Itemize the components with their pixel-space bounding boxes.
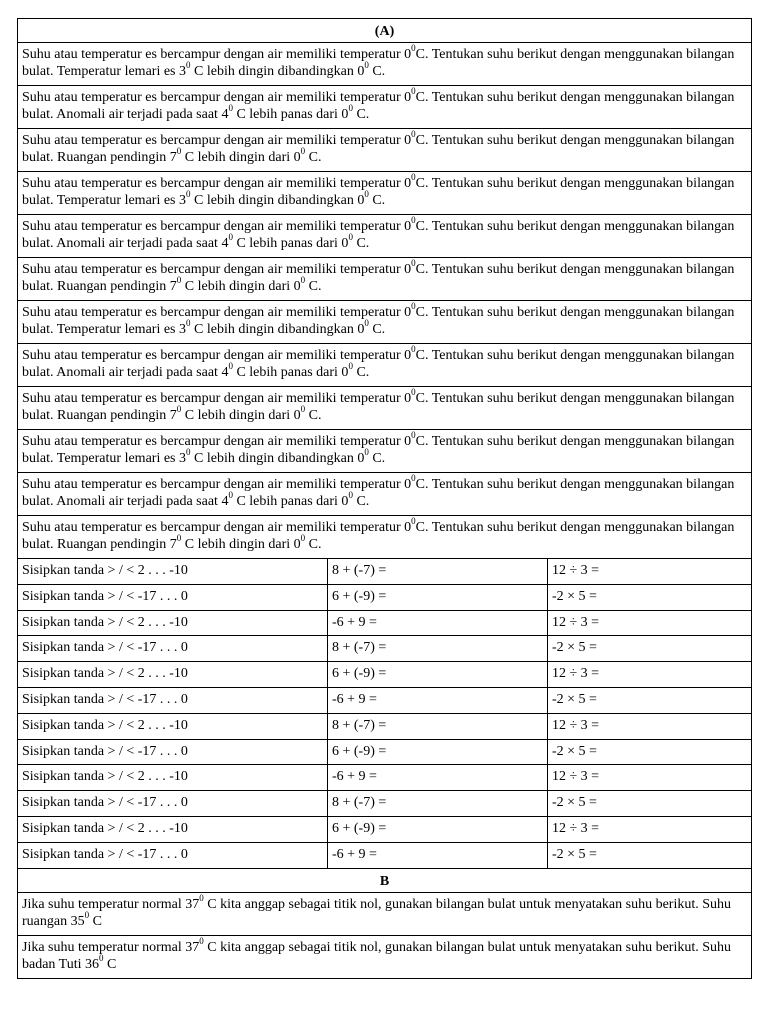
addition-exercise: -6 + 9 =: [328, 610, 548, 636]
question-text-mid: C lebih panas dari 0: [236, 365, 349, 380]
question-intro: Suhu atau temperatur es bercampur dengan air memiliki temperatur 0: [22, 47, 412, 62]
question-instruction: C. Tentukan suhu berikut dengan menggunakan bilangan bulat.: [22, 391, 735, 423]
compare-exercise: Sisipkan tanda > / < -17 . . . 0: [18, 687, 328, 713]
question-intro: Suhu atau temperatur es bercampur dengan air memiliki temperatur 0: [22, 305, 412, 320]
section-a-question: [18, 387, 752, 430]
question-text: Anomali air terjadi pada saat 4: [56, 365, 229, 380]
multiply-divide-exercise: -2 × 5 =: [548, 636, 752, 662]
degree-superscript: 0: [411, 43, 416, 54]
section-b-question: [18, 892, 752, 935]
section-a-row: [18, 387, 752, 430]
addition-exercise: 8 + (-7) =: [328, 559, 548, 585]
section-a-row: [18, 86, 752, 129]
question-text: Ruangan pendingin 7: [57, 408, 177, 423]
question-text-mid: C lebih dingin dari 0: [184, 537, 301, 552]
exercise-row: [18, 765, 752, 791]
degree-superscript: 0: [199, 935, 204, 946]
question-intro: Suhu atau temperatur es bercampur dengan air memiliki temperatur 0: [22, 391, 412, 406]
question-text: Suhu ruangan 35: [22, 896, 732, 929]
question-text: Temperatur lemari es 3: [56, 451, 186, 466]
question-intro: Suhu atau temperatur es bercampur dengan air memiliki temperatur 0: [22, 133, 412, 148]
exercise-row: [18, 584, 752, 610]
section-a-question: [18, 430, 752, 473]
degree-superscript: 0: [411, 344, 416, 355]
exercise-row: [18, 842, 752, 868]
section-a-question: [18, 258, 752, 301]
degree-superscript: 0: [411, 172, 416, 183]
compare-exercise: Sisipkan tanda > / < 2 . . . -10: [18, 559, 328, 585]
multiply-divide-exercise: 12 ÷ 3 =: [548, 662, 752, 688]
degree-superscript: 0: [411, 258, 416, 269]
section-a-row: [18, 215, 752, 258]
question-text-mid: C lebih dingin dari 0: [184, 150, 301, 165]
question-intro: Suhu atau temperatur es bercampur dengan air memiliki temperatur 0: [22, 477, 412, 492]
question-intro: Jika suhu temperatur normal 37: [22, 896, 200, 912]
exercise-row: [18, 662, 752, 688]
addition-exercise: 6 + (-9) =: [328, 584, 548, 610]
question-text-mid: C lebih dingin dari 0: [184, 279, 301, 294]
worksheet: [17, 18, 751, 979]
degree-superscript: 0: [228, 232, 233, 243]
question-instruction: C kita anggap sebagai titik nol, gunakan bilangan bulat untuk menyatakan suhu berikut.: [207, 939, 703, 955]
question-intro: Suhu atau temperatur es bercampur dengan air memiliki temperatur 0: [22, 262, 412, 277]
question-text-mid: C lebih dingin dibandingkan 0: [194, 64, 365, 79]
question-text: Anomali air terjadi pada saat 4: [56, 494, 229, 509]
degree-superscript: 0: [364, 60, 369, 71]
section-a-row: [18, 258, 752, 301]
question-text-tail: C.: [372, 451, 386, 466]
degree-superscript: 0: [364, 189, 369, 200]
exercise-row: [18, 713, 752, 739]
section-b-row: [18, 892, 752, 935]
degree-superscript: 0: [176, 146, 182, 157]
question-instruction: C. Tentukan suhu berikut dengan menggunakan bilangan bulat.: [22, 305, 735, 337]
question-text-mid: C lebih panas dari 0: [236, 494, 349, 509]
exercise-row: [18, 610, 752, 636]
degree-superscript: 0: [228, 361, 233, 372]
section-a-row: [18, 516, 752, 559]
section-a-row: [18, 473, 752, 516]
section-a-row: [18, 344, 752, 387]
section-a-question: [18, 516, 752, 559]
compare-exercise: Sisipkan tanda > / < -17 . . . 0: [18, 584, 328, 610]
question-text: Ruangan pendingin 7: [57, 279, 177, 294]
degree-superscript: 0: [186, 318, 191, 329]
compare-exercise: Sisipkan tanda > / < 2 . . . -10: [18, 662, 328, 688]
addition-exercise: 8 + (-7) =: [328, 791, 548, 817]
question-text: Temperatur lemari es 3: [56, 64, 186, 79]
question-text-tail: C.: [356, 494, 370, 509]
question-text: Anomali air terjadi pada saat 4: [56, 236, 229, 251]
section-a-question: [18, 473, 752, 516]
compare-exercise: Sisipkan tanda > / < -17 . . . 0: [18, 739, 328, 765]
degree-superscript: 0: [300, 146, 306, 157]
degree-superscript: 0: [411, 301, 416, 312]
exercise-row: [18, 636, 752, 662]
addition-exercise: 6 + (-9) =: [328, 816, 548, 842]
section-b-header-row: [18, 868, 752, 892]
section-a-title: (A): [18, 19, 752, 43]
addition-exercise: -6 + 9 =: [328, 687, 548, 713]
question-text-tail: C.: [372, 193, 386, 208]
degree-superscript: 0: [199, 892, 204, 903]
degree-superscript: 0: [186, 60, 191, 71]
addition-exercise: 8 + (-7) =: [328, 713, 548, 739]
degree-superscript: 0: [228, 490, 233, 501]
exercise-row: [18, 687, 752, 713]
question-text-tail: C.: [308, 150, 322, 165]
addition-exercise: 6 + (-9) =: [328, 662, 548, 688]
degree-superscript: 0: [411, 215, 416, 226]
degree-superscript: 0: [411, 129, 416, 140]
degree-superscript: 0: [300, 533, 306, 544]
compare-exercise: Sisipkan tanda > / < -17 . . . 0: [18, 842, 328, 868]
question-intro: Suhu atau temperatur es bercampur dengan air memiliki temperatur 0: [22, 348, 412, 363]
section-a-question: [18, 86, 752, 129]
multiply-divide-exercise: -2 × 5 =: [548, 791, 752, 817]
question-text-mid: C lebih dingin dibandingkan 0: [194, 193, 365, 208]
question-text: Anomali air terjadi pada saat 4: [56, 107, 229, 122]
question-text-tail: C.: [308, 279, 322, 294]
question-intro: Suhu atau temperatur es bercampur dengan air memiliki temperatur 0: [22, 90, 412, 105]
multiply-divide-exercise: -2 × 5 =: [548, 687, 752, 713]
section-a-row: [18, 301, 752, 344]
degree-superscript: 0: [300, 275, 306, 286]
degree-superscript: 0: [300, 404, 306, 415]
question-text-tail: C.: [356, 365, 370, 380]
degree-superscript: 0: [176, 275, 182, 286]
compare-exercise: Sisipkan tanda > / < 2 . . . -10: [18, 610, 328, 636]
question-intro: Jika suhu temperatur normal 37: [22, 939, 200, 955]
addition-exercise: 8 + (-7) =: [328, 636, 548, 662]
degree-superscript: 0: [348, 232, 353, 243]
multiply-divide-exercise: 12 ÷ 3 =: [548, 765, 752, 791]
section-a-row: [18, 172, 752, 215]
degree-superscript: 0: [348, 103, 353, 114]
question-instruction: C. Tentukan suhu berikut dengan menggunakan bilangan bulat.: [22, 262, 735, 294]
question-instruction: C. Tentukan suhu berikut dengan menggunakan bilangan bulat.: [22, 520, 735, 552]
section-b-question: [18, 935, 752, 978]
addition-exercise: -6 + 9 =: [328, 842, 548, 868]
section-a-question: [18, 215, 752, 258]
degree-superscript: 0: [411, 516, 416, 527]
exercise-row: [18, 791, 752, 817]
multiply-divide-exercise: 12 ÷ 3 =: [548, 713, 752, 739]
degree-superscript: 0: [364, 318, 369, 329]
degree-superscript: 0: [411, 86, 416, 97]
degree-superscript: 0: [176, 404, 182, 415]
section-b-row: [18, 935, 752, 978]
degree-superscript: 0: [186, 189, 191, 200]
multiply-divide-exercise: 12 ÷ 3 =: [548, 610, 752, 636]
question-text: Temperatur lemari es 3: [56, 322, 186, 337]
section-a-question: [18, 301, 752, 344]
section-a-question: [18, 172, 752, 215]
question-instruction: C kita anggap sebagai titik nol, gunakan bilangan bulat untuk menyatakan suhu berikut.: [207, 896, 703, 912]
multiply-divide-exercise: -2 × 5 =: [548, 739, 752, 765]
exercise-row: [18, 816, 752, 842]
section-a-question: [18, 129, 752, 172]
degree-superscript: 0: [348, 490, 353, 501]
question-instruction: C. Tentukan suhu berikut dengan menggunakan bilangan bulat.: [22, 348, 735, 380]
question-text: Ruangan pendingin 7: [57, 537, 177, 552]
degree-superscript: 0: [411, 473, 416, 484]
question-intro: Suhu atau temperatur es bercampur dengan air memiliki temperatur 0: [22, 434, 412, 449]
question-text: Temperatur lemari es 3: [56, 193, 186, 208]
question-instruction: C. Tentukan suhu berikut dengan menggunakan bilangan bulat.: [22, 90, 735, 122]
question-instruction: C. Tentukan suhu berikut dengan menggunakan bilangan bulat.: [22, 133, 735, 165]
addition-exercise: -6 + 9 =: [328, 765, 548, 791]
question-intro: Suhu atau temperatur es bercampur dengan air memiliki temperatur 0: [22, 176, 412, 191]
question-text-mid: C lebih dingin dibandingkan 0: [194, 451, 365, 466]
question-text-tail: C.: [356, 107, 370, 122]
question-instruction: C. Tentukan suhu berikut dengan menggunakan bilangan bulat.: [22, 47, 735, 79]
question-instruction: C. Tentukan suhu berikut dengan menggunakan bilangan bulat.: [22, 434, 735, 466]
question-instruction: C. Tentukan suhu berikut dengan menggunakan bilangan bulat.: [22, 477, 735, 509]
question-text: Suhu badan Tuti 36: [22, 939, 732, 972]
question-text-tail: C: [107, 956, 117, 972]
degree-superscript: 0: [348, 361, 353, 372]
section-a-header-row: [18, 19, 752, 43]
degree-superscript: 0: [411, 430, 416, 441]
question-instruction: C. Tentukan suhu berikut dengan menggunakan bilangan bulat.: [22, 176, 735, 208]
exercise-row: [18, 559, 752, 585]
multiply-divide-exercise: 12 ÷ 3 =: [548, 816, 752, 842]
multiply-divide-exercise: -2 × 5 =: [548, 584, 752, 610]
degree-superscript: 0: [99, 952, 104, 963]
degree-superscript: 0: [186, 447, 191, 458]
question-text-tail: C: [92, 913, 102, 929]
question-text-mid: C lebih panas dari 0: [236, 236, 349, 251]
question-text-mid: C lebih dingin dari 0: [184, 408, 301, 423]
compare-exercise: Sisipkan tanda > / < 2 . . . -10: [18, 816, 328, 842]
multiply-divide-exercise: 12 ÷ 3 =: [548, 559, 752, 585]
question-intro: Suhu atau temperatur es bercampur dengan air memiliki temperatur 0: [22, 520, 412, 535]
question-intro: Suhu atau temperatur es bercampur dengan air memiliki temperatur 0: [22, 219, 412, 234]
question-instruction: C. Tentukan suhu berikut dengan menggunakan bilangan bulat.: [22, 219, 735, 251]
degree-superscript: 0: [411, 387, 416, 398]
question-text-tail: C.: [372, 322, 386, 337]
question-text-mid: C lebih dingin dibandingkan 0: [194, 322, 365, 337]
question-text-tail: C.: [308, 537, 322, 552]
multiply-divide-exercise: -2 × 5 =: [548, 842, 752, 868]
compare-exercise: Sisipkan tanda > / < -17 . . . 0: [18, 636, 328, 662]
question-text: Ruangan pendingin 7: [57, 150, 177, 165]
question-text-tail: C.: [356, 236, 370, 251]
question-text-tail: C.: [372, 64, 386, 79]
degree-superscript: 0: [84, 909, 90, 920]
section-a-row: [18, 430, 752, 473]
degree-superscript: 0: [176, 533, 182, 544]
addition-exercise: 6 + (-9) =: [328, 739, 548, 765]
section-a-question: [18, 344, 752, 387]
section-a-row: [18, 43, 752, 86]
compare-exercise: Sisipkan tanda > / < 2 . . . -10: [18, 713, 328, 739]
section-a-row: [18, 129, 752, 172]
section-a-question: [18, 43, 752, 86]
degree-superscript: 0: [364, 447, 369, 458]
section-b-title: B: [18, 868, 752, 892]
worksheet-table: [17, 18, 752, 979]
compare-exercise: Sisipkan tanda > / < 2 . . . -10: [18, 765, 328, 791]
question-text-tail: C.: [308, 408, 322, 423]
exercise-row: [18, 739, 752, 765]
degree-superscript: 0: [228, 103, 233, 114]
compare-exercise: Sisipkan tanda > / < -17 . . . 0: [18, 791, 328, 817]
question-text-mid: C lebih panas dari 0: [236, 107, 349, 122]
